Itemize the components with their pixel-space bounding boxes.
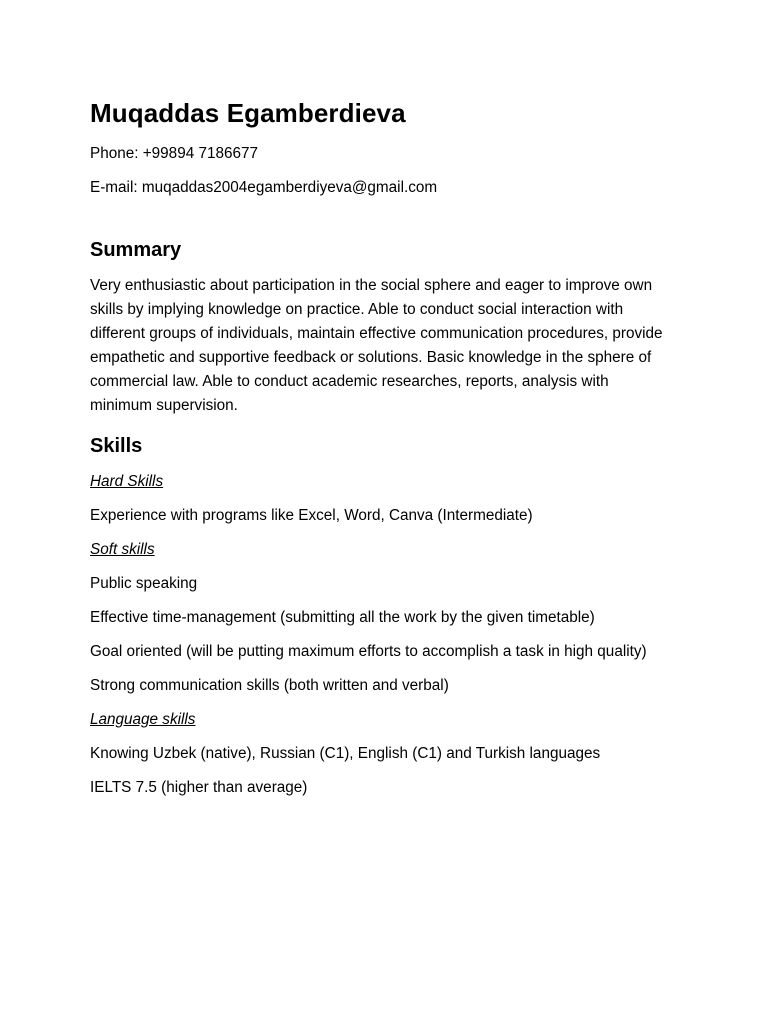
phone-line: Phone: +99894 7186677 — [90, 145, 259, 162]
language-skills-title: Language skills — [90, 711, 196, 728]
skills-heading: Skills — [90, 435, 143, 457]
skill-item: Effective time-management (submitting all the work by the given timetable) — [90, 609, 595, 626]
summary-section — [90, 274, 670, 418]
skill-item: Goal oriented (will be putting maximum efforts to accomplish a task in high quality) — [90, 643, 647, 660]
summary-heading: Summary — [90, 239, 182, 261]
applicant-name: Muqaddas Egamberdieva — [90, 98, 406, 128]
skill-item: Strong communication skills (both written and verbal) — [90, 677, 449, 694]
resume-content — [90, 96, 670, 810]
summary-text: Very enthusiastic about participation in the social sphere and eager to improve own skills by implying knowledge on practice. Able to conduct social interaction with different groups of individuals, maintain effective communication procedures, provide empathetic and supportive feedback or solutions. Basic knowledge in the sphere of commercial law. Able to conduct academic researches, reports, analysis with minimum supervision. — [90, 277, 663, 414]
skill-item: Knowing Uzbek (native), Russian (C1), English (C1) and Turkish languages — [90, 745, 601, 762]
hard-skills-section — [90, 470, 670, 528]
language-skills-section — [90, 708, 670, 800]
soft-skills-title: Soft skills — [90, 541, 155, 558]
skill-item: Public speaking — [90, 575, 198, 592]
contact-section — [90, 142, 670, 200]
hard-skills-title: Hard Skills — [90, 473, 164, 490]
skill-item: Experience with programs like Excel, Word, Canva (Intermediate) — [90, 507, 533, 524]
header-section — [90, 96, 670, 130]
soft-skills-section — [90, 538, 670, 698]
skill-item: IELTS 7.5 (higher than average) — [90, 779, 308, 796]
email-line: E-mail: muqaddas2004egamberdiyeva@gmail.com — [90, 179, 438, 196]
